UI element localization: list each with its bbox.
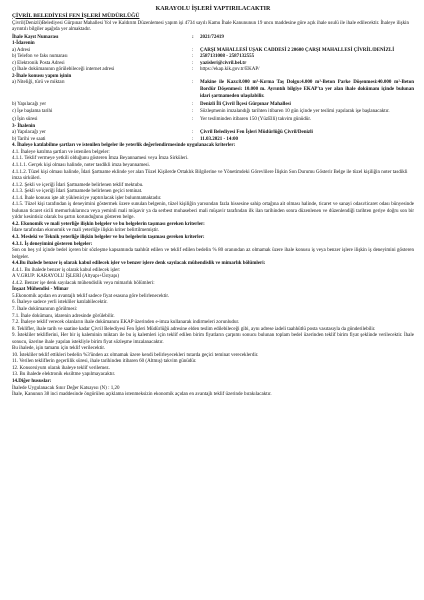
s5-line: Bu ihalede, işin tamamı için teklif verilecektir. [12,346,106,352]
s2-row-duration: ç) İşin süresi : Yer tesliminden itibaren 150 (YüzElli) takvim günüdür. [12,117,312,123]
section-4-4-2-professions: İnşaat Mühendisi - Mimar [12,287,69,293]
section-3-heading: 3- İhalenin [12,123,36,129]
ekap-link[interactable]: https://ekap.kik.gov.tr/EKAP/ [200,67,260,73]
section-4-4-heading: 4.4.Bu ihalede benzer iş olarak kabul edilecek işler ve benzer işlere denk sayılacak mühendislik ve mimarlık bölümleri: [12,261,266,267]
section-2-heading: 2-İhale konusu yapım işinin [12,73,72,79]
s3-row-place: a) Yapılacağı yer : Çivril Belediyesi Fen İşleri Müdürlüğü Çivril/Denizli [12,130,313,136]
s1-row-phone: b) Telefon ve faks numarası : 2587131008 - 2587132555 [12,54,255,60]
s5-line: 9. İstekliler tekliflerini, Her bir iş kaleminin miktarı ile bu iş kalemleri için teklif edilen birim fiyatların çarpımı sonucu bulunan toplam bedel üzerinden teklif birim fiyat şeklinde verilecektir. İhale sonucu, üzerine ihale yapılan istekliyle birim fiyat sözleşme imzalanacaktır. [12,333,414,345]
s5-line: 14.Diğer hususlar: [12,379,52,385]
s5-line: 7. İhale dokümanının görülmesi: [12,307,78,313]
institution-heading: ÇİVRİL BELEDİYESİ FEN İŞLERİ MÜDÜRLÜĞÜ [12,12,140,19]
section-4-4-1: 4.4.1. Bu ihalede benzer iş olarak kabul edilecek işler: [12,267,121,273]
notice-title: KARAYOLU İŞLERİ YAPTIRILACAKTIR [155,6,271,12]
section-4-2-heading: 4.2. Ekonomik ve mali yeterliğe ilişkin belgeler ve bu belgelerin taşıması gereken kriterler: [12,221,205,227]
s3-row-date: b) Tarihi ve saati : 11.03.2021 - 14:00 [12,136,239,142]
s5-line: 11. Verilen tekliflerin geçerlilik süresi, ihale tarihinden itibaren 60 (Altmış) takvim günüdür. [12,359,197,365]
section-4-4-1-group: A V.GRUP: KARAYOLU İŞLERİ (Altyapı+Üstyapı) [12,274,120,280]
s5-line: 13. Bu ihalede elektronik eksiltme yapılmayacaktır. [12,372,116,378]
ikn-label: İhale Kayıt Numarası [12,34,59,40]
section-4-4-2: 4.4.2. Benzer işe denk sayılacak mühendislik veya mimarlık bölümleri: [12,280,155,286]
s4-line: 4.1.1. Teklif vermeye yetkili olduğunu gösteren İmza Beyannamesi veya İmza Sirküleri. [12,156,189,162]
section-1-heading: 1-İdarenin [12,41,35,47]
s4-line: 4.1. İhaleye katılma şartları ve istenilen belgeler: [12,149,110,155]
s5-line: 8. Teklifler, ihale tarih ve saatine kadar Çivril Belediyesi Fen İşleri Müdürlüğü adresine elden teslim edilebileceği gibi, aynı adrese iadeli taahhütlü posta vasıtasıyla da gönderilebilir. [12,326,376,332]
s2-row-place: b) Yapılacağı yer : Denizli İli Çivril İlçesi Gürpınar Mahallesi [12,102,291,108]
ikn-value: 2021/72419 [200,34,224,40]
s5-line: 5.Ekonomik açıdan en avantajlı teklif sadece fiyat esasına göre belirlenecektir. [12,293,170,299]
section-4-heading: 4. İhaleye katılabilme şartları ve istenilen belgeler ile yeterlik değerlendirmesinde uygulanacak kriterler: [12,143,236,149]
s1-row-email: c) Elektronik Posta Adresi : yazisleri@civril.bel.tr [12,60,247,66]
s5-line: 12. Konsorsiyum olarak ihaleye teklif verilemez. [12,365,110,371]
s5-line: 10. İstekliler teklif ettikleri bedelin %3'ünden az olmamak üzere kendi belirleyecekleri tutarda geçici teminat vereceklerdir. [12,352,259,358]
s2-row-start: c) İşe başlama tarihi : Sözleşmenin imzalandığı tarihten itibaren 10 gün içinde yer teslimi yapılarak işe başlanacaktır. [12,108,390,114]
s4-line: 4.1.2. Şekli ve içeriği İdari Şartnamede belirlenen teklif mektubu. [12,182,144,188]
s5-line: 7.2. İhaleye teklif verecek olanların ihale dokümanını EKAP üzerinden e-imza kullanarak indirmeleri zorunludur. [12,320,240,326]
s5-line: İhale, Kanunun 38 inci maddesinde öngörülen açıklama istenmeksizin ekonomik açıdan en avantajlı teklif üzerinde bırakılacaktır. [12,392,272,398]
section-4-2-text: İdare tarafından ekonomik ve mali yeterliğe ilişkin kriter belirtilmemiştir. [12,228,160,234]
s4-line: 4.1.4. İhale konusu işte alt yükleniciye yaptırılacak işler bulunmamaktadır. [12,195,162,201]
ikn-row: İhale Kayıt Numarası : 2021/72419 [12,35,414,42]
s4-line: 4.1.1.1. Gerçek kişi olması halinde, noter tasdikli imza beyannamesi. [12,162,151,168]
section-4-3-heading: 4.3. Mesleki ve Teknik yeterliğe ilişkin belgeler ve bu belgelerin taşıması gereken kriterler: [12,235,205,240]
section-4-3-1-text: Son on beş yıl içinde bedel içeren bir sözleşme kapsamında taahhüt edilen ve teklif edilen bedelin % 80 oranından az olmamak üzere ihale konusu iş veya benzer işlere ilişkin iş deneyimini gösteren belgeler. [12,248,414,260]
section-4-3-1-heading: 4.3.1. İş deneyimini gösteren belgeler: [12,241,93,247]
s4-line: 4.1.3. Şekli ve içeriği İdari Şartnamede belirlenen geçici teminat. [12,189,143,195]
s1-row-address: a) Adresi : ÇARŞI MAHALLESİ UŞAK CADDESİ 2 20600 ÇARŞI MAHALLESİ ÇİVRİL/DENİZLİ [12,47,395,53]
s4-line: 4.1.5. Tüzel kişi tarafından iş deneyimini göstermek üzere sunulan belgenin, tüzel kişiliğin yarısından fazla hissesine sahip ortağına ait olması halinde, ticaret ve sanayi odası/ticaret odası bünyesinde bulunan ticaret sicili memurluklarınca veya yeminli mali müşavir ya da serbest muhasebeci mali müşavir tarafından ilk ilan tarihinden sonra düzenlenen ve düzenlendiği tarihten geriye doğru son bir yıldır kesintisiz olarak bu şartın korunduğunu gösteren belge. [12,202,414,221]
s1-row-web: ç) İhale dokümanının görülebileceği internet adresi : https://ekap.kik.gov.tr/EKAP/ [12,67,414,74]
s5-line: İhalede Uygulanacak Sınır Değer Katsayısı (N) : 1,20 [12,385,120,391]
s5-line: 6. İhaleye sadece yerli istekliler katılabilecektir. [12,300,108,306]
intro-paragraph: Çivril(Denizli)Belediyesi Gürpınar Mahallesi Yol ve Kaldırım Düzenlemesi yapım işi 4734 sayılı Kamu İhale Kanununun 19 uncu maddesine göre açık ihale usulü ile ihale edilecektir. İhaleye ilişkin ayrıntılı bilgiler aşağıda yer almaktadır. [12,20,409,33]
s5-line: 7.1. İhale dokümanı, idarenin adresinde görülebilir. [12,313,115,319]
s4-line: 4.1.1.2. Tüzel kişi olması halinde, İdari Şartname eklinde yer alan Tüzel Kişilerde Ortaklık Bilgilerine ve Yönetimdeki Görevlilere İlişkin Son Durumu Gösterir Belge ile tüzel kişiliğin noter tasdikli imza sirküleri. [12,169,408,182]
s2-row-nature: a) Niteliği, türü ve miktarı : Makine ile Kazı:8.000 m³-Kırma Taş Dolgu:4.000 m³-Beton Parke Döşenmesi:40.000 m²-Beton Bordür Döşenmesi: 10.000 m. Ayrıntılı bilgiye EKAP'ta yer alan ihale dokümanı içinde bulunan idari şartnameden ulaşılabilir. [12,80,414,99]
